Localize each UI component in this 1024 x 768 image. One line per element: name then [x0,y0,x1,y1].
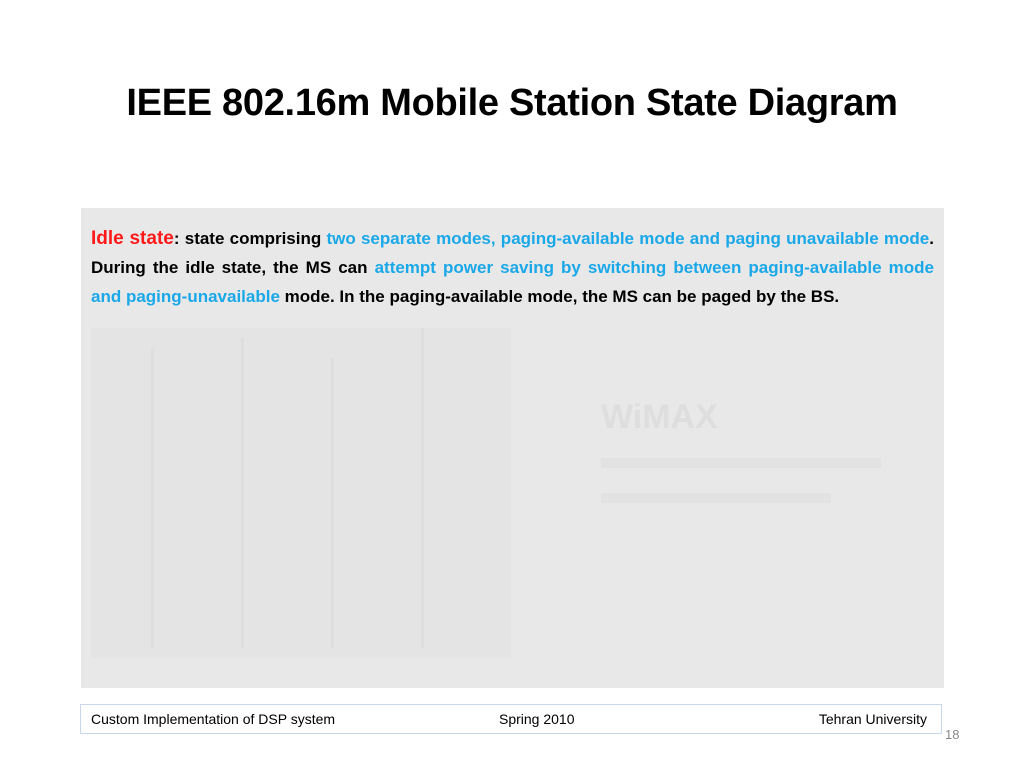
background-line [151,348,154,648]
term-colon: : [173,229,180,248]
background-line [241,338,244,648]
background-line [331,358,334,648]
background-image [91,328,511,658]
footer-term: Spring 2010 [499,711,575,727]
watermark-logo: WiMAX [601,398,718,436]
slide-title: IEEE 802.16m Mobile Station State Diagram [126,82,898,124]
term-label: Idle state [91,228,174,249]
footer-course: Custom Implementation of DSP system [91,711,336,727]
footer-institution: Tehran University [818,711,927,727]
content-panel [81,208,944,688]
body-segment: mode. In the paging-available mode, the MS can be paged by the BS. [279,287,840,306]
page-number: 18 [945,727,960,742]
body-segment: state comprising [179,229,327,248]
background-line [421,328,424,648]
highlight-modes: two separate modes, paging-available mode and paging unavailable mode [326,229,930,248]
body-paragraph [91,224,934,311]
watermark-tagline [601,458,881,468]
footer-bar [80,704,942,734]
watermark-tagline [601,493,831,503]
body-segment: . During the idle state, the MS can [91,229,934,277]
highlight-power-saving: attempt power saving by switching between paging-available mode and paging-unavailable [91,258,934,306]
